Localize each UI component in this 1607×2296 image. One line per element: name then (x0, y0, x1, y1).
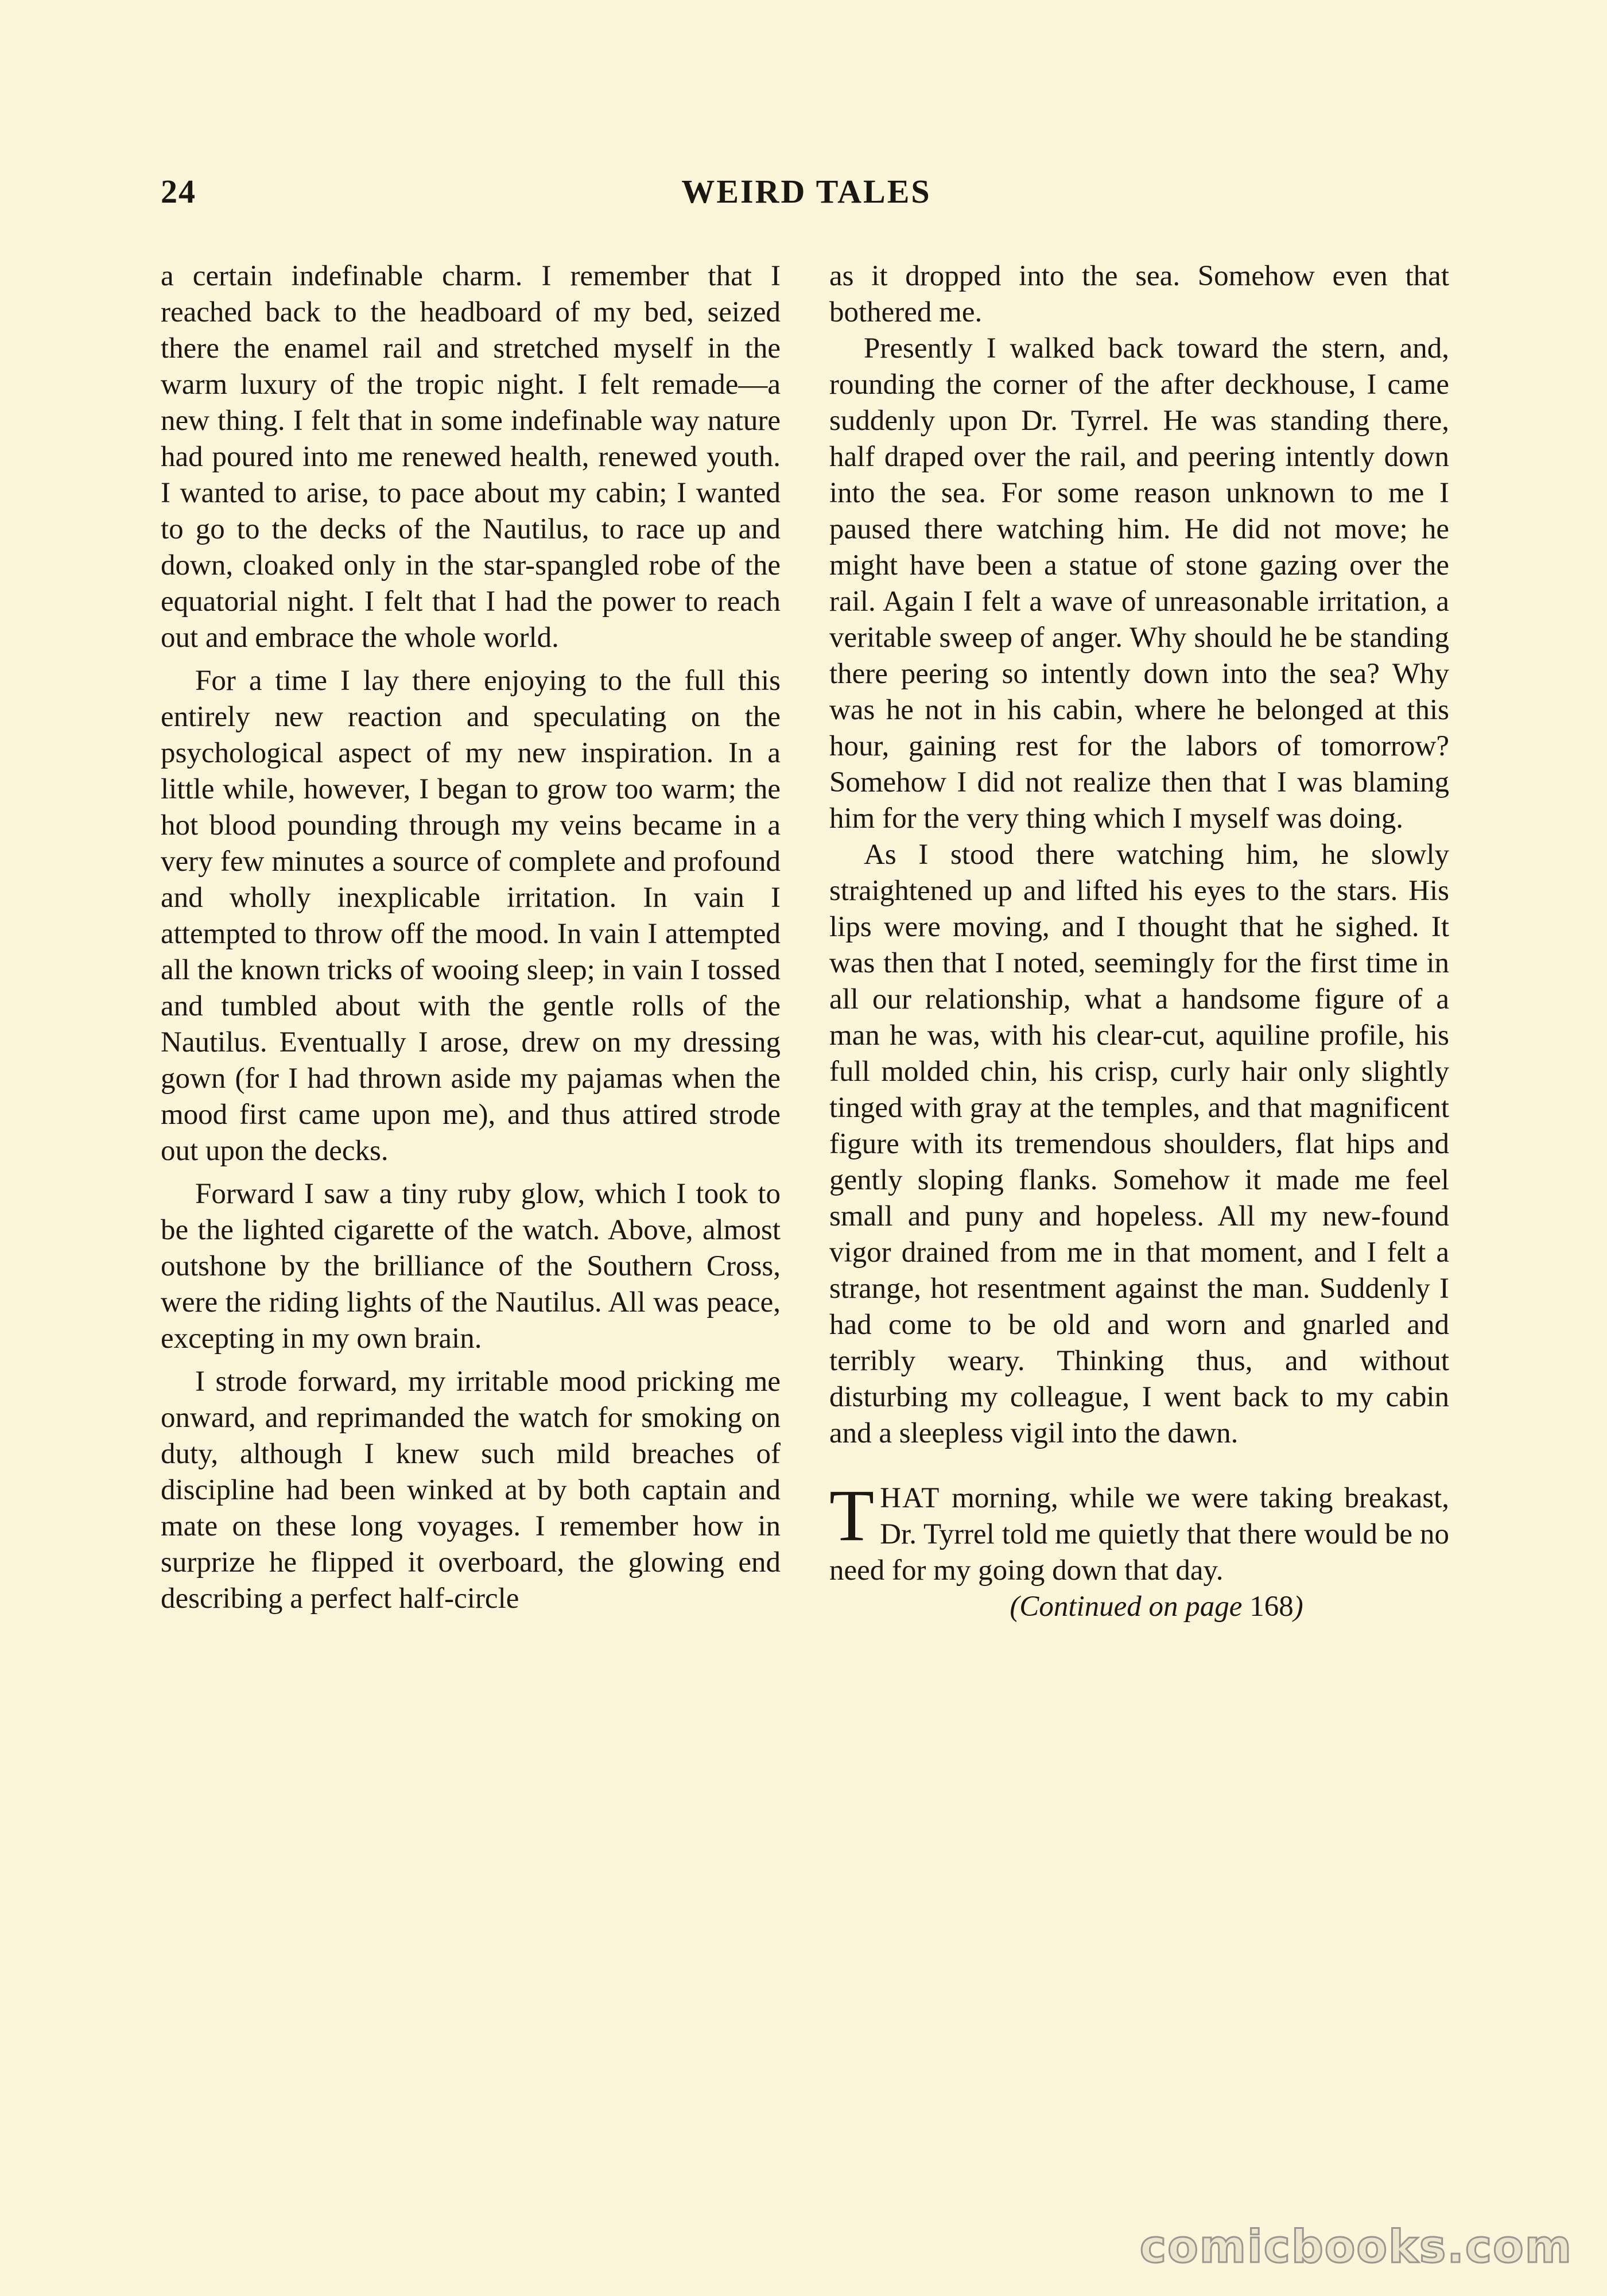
left-column (161, 258, 781, 1617)
continued-page: 168 (1249, 1591, 1294, 1623)
paragraph: a certain indefinable charm. I remember that I reached back to the headboard of my bed, seized there the enamel rail and stretched myself in the warm luxury of the tropic night. I felt remade—a new thing. I felt that in some indefinable way nature had poured into me renewed health, renewed youth. I wanted to arise, to pace about my cabin; I wanted to go to the decks of the Nautilus, to race up and down, cloaked only in the star-spangled robe of the equatorial night. I felt that I had the power to reach out and embrace the whole world. (161, 260, 781, 654)
paragraph: Forward I saw a tiny ruby glow, which I took to be the lighted cigarette of the watch. Above, almost outshone by the brilliance of the Southern Cross, were the riding lights of the Nautilus. All was peace, excepting in my own brain. (161, 1178, 781, 1355)
continued-label: Continued on page (1019, 1591, 1243, 1623)
paragraph: For a time I lay there enjoying to the full this entirely new reaction and speculating on the psychological aspect of my new inspiration. In a little while, however, I began to grow too warm; the hot blood pounding through my veins became in a very few minutes a source of complete and profound and wholly inexplicable irritation. In vain I attempted to throw off the mood. In vain I attempted all the known tricks of wooing sleep; in vain I tossed and tumbled about with the gentle rolls of the Nautilus. Eventually I arose, drew on my dressing gown (for I had thrown aside my pajamas when the mood first came upon me), and thus attired strode out upon the decks. (161, 665, 781, 1167)
section-text: morning, while we were taking breakast, Dr. Tyrrel told me quietly that there would be no need for my going down that day. (829, 1482, 1449, 1587)
magazine-title: WEIRD TALES (681, 173, 931, 210)
small-caps-lead: HAT (880, 1482, 941, 1514)
paragraph: As I stood there watching him, he slowly straightened up and lifted his eyes to the stars. His lips were moving, and I thought that he sighed. It was then that I noted, seemingly for the first time in all our relationship, what a handsome figure of a man he was, with his clear-cut, aquiline profile, his full molded chin, his crisp, curly hair only slightly tinged with gray at the temples, and that magnificent figure with its tremendous shoulders, flat hips and gently sloping flanks. Somehow it made me feel small and puny and hopeless. All my new-found vigor drained from me in that moment, and I felt a strange, hot resentment against the man. Suddenly I had come to be old and worn and gnarled and terribly weary. Thinking thus, and without disturbing my colleague, I went back to my cabin and a sleepless vigil into the dawn. (829, 839, 1449, 1449)
drop-cap: T (829, 1475, 875, 1556)
watermark-logo: comicbooks.com (1139, 2221, 1573, 2273)
running-head (161, 172, 1452, 218)
paragraph: I strode forward, my irritable mood pricking me onward, and reprimanded the watch for smoking on duty, although I knew such mild breaches of discipline had been winked at by both captain and mate on these long voyages. I remember how in surprize he flipped it overboard, the glowing end describing a perfect half-circle (161, 1366, 781, 1615)
page-number: 24 (161, 173, 196, 210)
continued-note: (Continued on page 168) (1010, 1591, 1303, 1623)
paragraph: Presently I walked back toward the stern, and, rounding the corner of the after deckhouse, I came suddenly upon Dr. Tyrrel. He was standing there, half draped over the rail, and peering intently down into the sea. For some reason unknown to me I paused there watching him. He did not move; he might have been a statue of stone gazing over the rail. Again I felt a wave of unreasonable irritation, a veritable sweep of anger. Why should he be standing there peering so intently down into the sea? Why was he not in his cabin, where he belonged at this hour, gaining rest for the labors of tomorrow? Somehow I did not realize then that I was blaming him for the very thing which I myself was doing. (829, 332, 1449, 835)
paragraph: as it dropped into the sea. Somehow even that bothered me. (829, 260, 1449, 328)
right-column (829, 258, 1449, 1625)
section-opening-paragraph (829, 1475, 1449, 1589)
